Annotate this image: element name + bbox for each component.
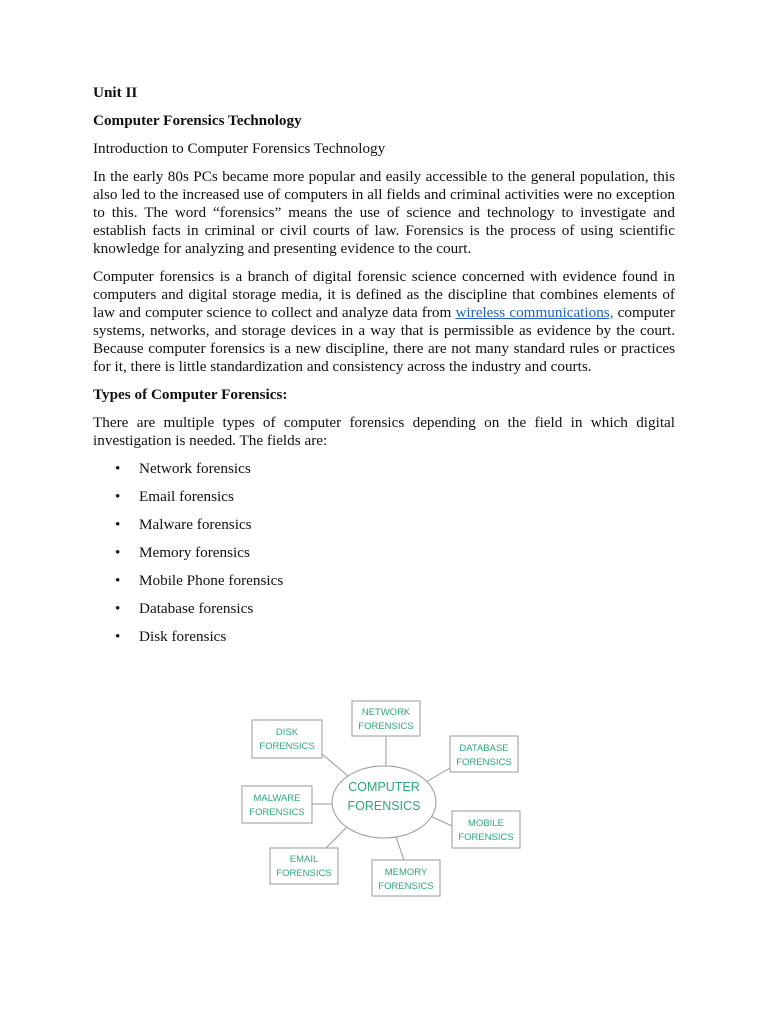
connector-memory (396, 837, 404, 860)
list-item (93, 516, 675, 544)
paragraph-2-text-after: computer systems, networks, and storage devices in a way that is permissible as evidence by the court. Because computer forensics is a new discipline, there are not many standard rules or practices for it, there is little standardization and consistency across the industry and courts. (93, 304, 675, 375)
node-memory (372, 860, 440, 896)
node-mobile-line-1: MOBILE (468, 818, 504, 829)
node-network (352, 701, 420, 736)
node-database-line-2: FORENSICS (456, 757, 512, 768)
node-email (270, 848, 338, 884)
bullet-icon: • (115, 572, 121, 589)
list-item (93, 460, 675, 488)
bullet-icon: • (115, 488, 121, 505)
bullet-icon: • (115, 600, 121, 617)
node-disk-line-1: DISK (275, 727, 299, 738)
node-disk-line-2: FORENSICS (259, 741, 315, 752)
node-memory-line-2: FORENSICS (378, 881, 434, 892)
center-label-line-2: FORENSICS (347, 799, 421, 813)
node-malware (242, 786, 312, 823)
unit-heading: Unit II (93, 84, 138, 101)
bullet-icon: • (115, 628, 121, 645)
node-database-line-1: DATABASE (459, 743, 509, 754)
list-item-label: Network forensics (139, 460, 251, 477)
document-page (93, 84, 675, 656)
connector-mobile (430, 816, 452, 826)
bullet-icon: • (115, 544, 121, 561)
connector-email (326, 826, 348, 848)
types-list (93, 460, 675, 656)
types-intro: There are multiple types of computer forensics depending on the field in which digital investigation is needed. The fields are: (93, 414, 675, 449)
paragraph-2 (93, 268, 675, 376)
list-item-label: Malware forensics (139, 516, 252, 533)
node-email-line-1: EMAIL (289, 854, 319, 865)
list-item-label: Mobile Phone forensics (139, 572, 284, 589)
connector-database (426, 768, 450, 782)
list-item (93, 544, 675, 572)
types-heading: Types of Computer Forensics: (93, 386, 288, 403)
paragraph-2-text-before: Computer forensics is a branch of digital forensic science concerned with evidence found in computers and digital storage media, it is defined as the discipline that combines elements of law and computer science to collect and analyze data from (93, 268, 675, 321)
list-item-label: Email forensics (139, 488, 234, 505)
list-item (93, 488, 675, 516)
bullet-icon: • (115, 516, 121, 533)
forensics-diagram (240, 698, 522, 898)
node-disk (252, 720, 322, 758)
node-network-line-1: NETWORK (361, 707, 411, 718)
node-memory-line-1: MEMORY (384, 867, 428, 878)
list-item (93, 600, 675, 628)
bullet-icon: • (115, 460, 121, 477)
list-item (93, 572, 675, 600)
intro-heading: Introduction to Computer Forensics Technology (93, 140, 386, 157)
paragraph-1: In the early 80s PCs became more popular and easily accessible to the general population, this also led to the increased use of computers in all fields and criminal activities were no exception to this. The word “forensics” means the use of science and technology to investigate and establish facts in criminal or civil courts of law. Forensics is the process of using scientific knowledge for analyzing and presenting evidence to the court. (93, 168, 675, 257)
node-email-line-2: FORENSICS (276, 868, 332, 879)
node-malware-line-2: FORENSICS (249, 807, 305, 818)
list-item-label: Memory forensics (139, 544, 250, 561)
list-item (93, 628, 675, 656)
list-item-label: Database forensics (139, 600, 254, 617)
node-network-line-2: FORENSICS (358, 721, 414, 732)
node-mobile (452, 811, 520, 848)
list-item-label: Disk forensics (139, 628, 227, 645)
node-malware-line-1: MALWARE (253, 793, 301, 804)
node-database (450, 736, 518, 772)
forensics-diagram-svg (240, 698, 522, 898)
connector-disk (322, 754, 348, 776)
wireless-communications-link[interactable]: wireless communications, (455, 304, 614, 321)
center-label-line-1: COMPUTER (348, 780, 420, 794)
node-mobile-line-2: FORENSICS (458, 832, 514, 843)
page-title: Computer Forensics Technology (93, 112, 302, 129)
